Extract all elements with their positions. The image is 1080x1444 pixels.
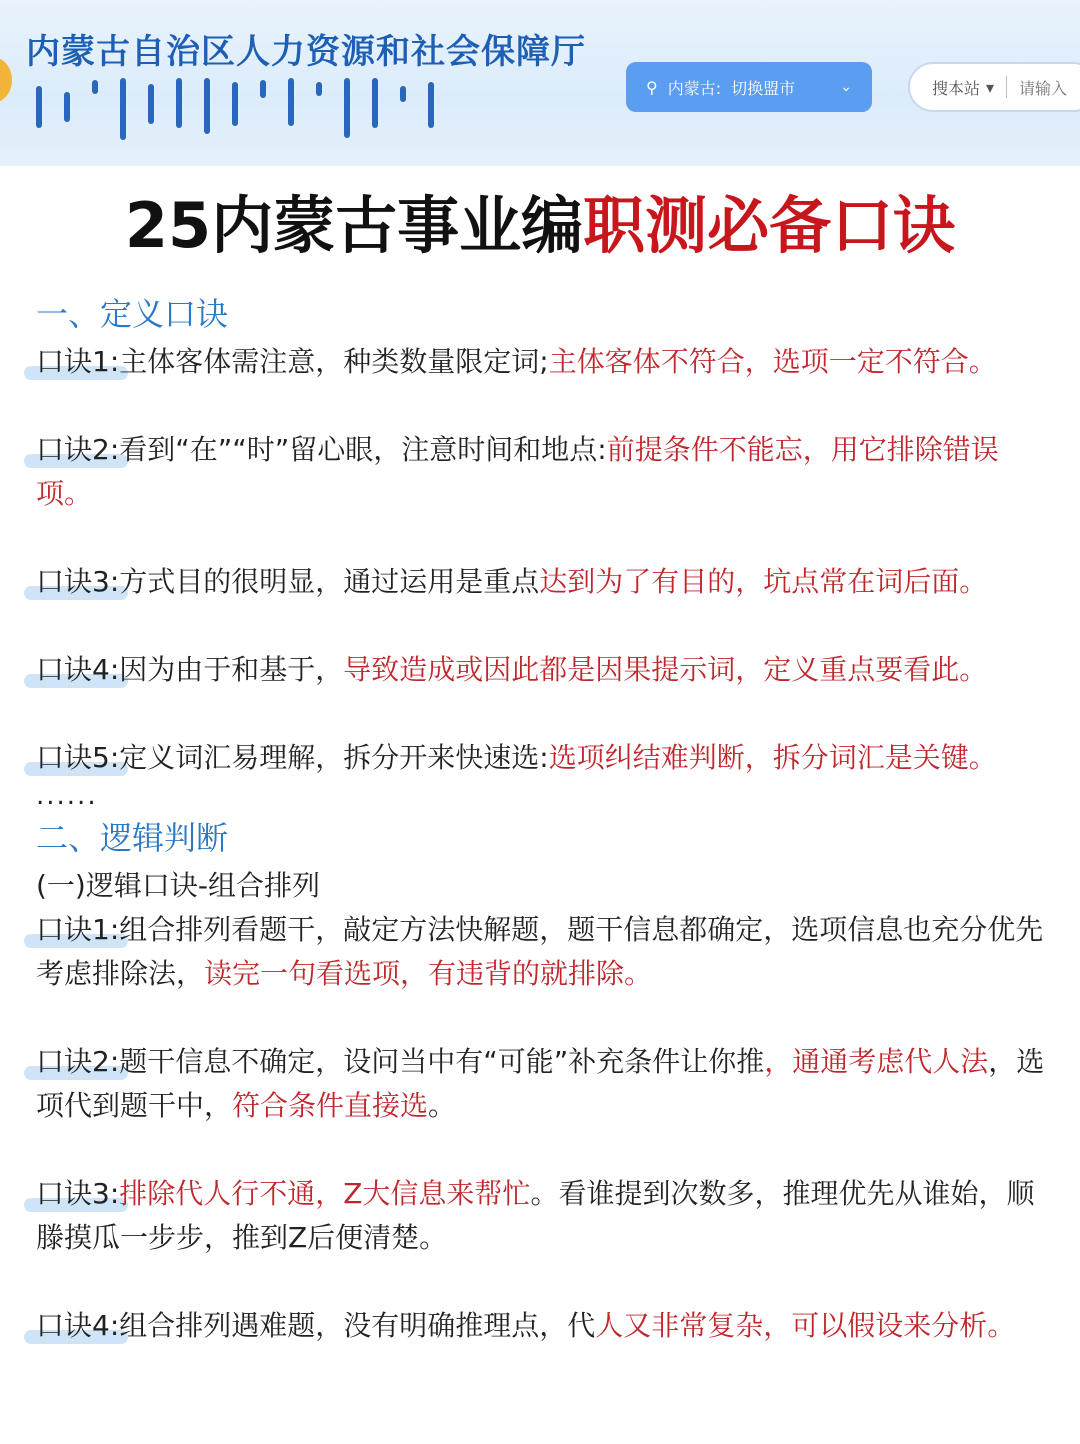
region-switch-button[interactable] [626, 62, 872, 112]
rhyme-item [36, 560, 1046, 604]
rhyme-item [36, 428, 1046, 516]
rhyme-text: 主体客体需注意，种类数量限定词; [119, 345, 549, 378]
rhyme-label: 口诀3: [36, 1177, 120, 1210]
search-scope-select[interactable]: 搜本站 [932, 78, 981, 98]
rhyme-label: 口诀5: [36, 741, 120, 774]
rhyme-label: 口诀2: [36, 1045, 120, 1078]
rhyme-label: 口诀1: [36, 913, 120, 946]
rhyme-label: 口诀2: [36, 433, 120, 466]
rhyme-item [36, 1172, 1046, 1260]
rhyme-text: 方式目的很明显，通过运用是重点 [119, 565, 540, 598]
rhyme-highlight: 人又非常复杂，可以假设来分析。 [595, 1309, 1016, 1342]
search-divider [1006, 76, 1007, 98]
chevron-down-icon: ⌄ [840, 79, 852, 95]
rhyme-highlight: 达到为了有目的，坑点常在词后面。 [539, 565, 988, 598]
org-name: 内蒙古自治区人力资源和社会保障厅 [26, 32, 586, 72]
rhyme-item [36, 736, 1046, 780]
region-label: 内蒙古: [667, 78, 722, 98]
rhyme-item [36, 908, 1046, 996]
page-title [0, 176, 1080, 265]
rhyme-label: 口诀4: [36, 1309, 120, 1342]
rhyme-text: 定义词汇易理解，拆分开来快速选: [119, 741, 549, 774]
rhyme-item [36, 648, 1046, 692]
rhyme-highlight: 前提条件不能忘，用它排除错误项。 [36, 433, 999, 510]
section-heading-definition: 一、定义口诀 [36, 295, 229, 333]
rhyme-highlight: 导致造成或因此都是因果提示词，定义重点要看此。 [343, 653, 988, 686]
rhyme-text: 题干信息不确定，设问当中有“可能”补充条件让你推 [119, 1045, 765, 1078]
rhyme-text: 因为由于和基于， [119, 653, 344, 686]
region-switch-label: 切换盟市 [731, 78, 796, 98]
rhyme-text: 组合排列遇难题，没有明确推理点，代 [119, 1309, 596, 1342]
site-search-box[interactable] [908, 62, 1080, 112]
article-content [36, 288, 1046, 1348]
rhyme-item [36, 1304, 1046, 1348]
title-black-part: 25内蒙古事业编 [124, 189, 584, 262]
site-header-banner [0, 0, 1080, 166]
rhyme-item [36, 340, 1046, 384]
rhyme-highlight: 符合条件直接选 [232, 1089, 429, 1122]
ellipsis: ...... [36, 781, 98, 811]
sub-heading: (一)逻辑口诀-组合排列 [36, 869, 320, 902]
section-heading-logic: 二、逻辑判断 [36, 819, 229, 857]
caret-down-icon: ▾ [986, 77, 995, 97]
rhyme-label: 口诀4: [36, 653, 120, 686]
rhyme-label: 口诀1: [36, 345, 120, 378]
rhyme-highlight: 主体客体不符合，选项一定不符合。 [548, 345, 997, 378]
rhyme-text: 。看谁提到次数多，推理优先从谁始，顺滕摸瓜一步步，推到Z后便清楚。 [36, 1177, 1035, 1254]
rhyme-highlight: 排除代人行不通，Z大信息来帮忙 [119, 1177, 531, 1210]
rhyme-text: 组合排列看题干，敲定方法快解题，题干信息都确定，选项信息也充分优先考虑排除法， [36, 913, 1044, 990]
sun-logo-icon [0, 58, 12, 102]
title-red-part: 职测必备口诀 [583, 189, 956, 262]
mongolian-script-logo [36, 78, 596, 150]
rhyme-text: 。 [428, 1089, 457, 1122]
user-location-icon: ⚲ [646, 77, 658, 97]
rhyme-highlight: 选项纠结难判断，拆分词汇是关键。 [548, 741, 997, 774]
rhyme-text: 看到“在”“时”留心眼，注意时间和地点: [119, 433, 607, 466]
rhyme-label: 口诀3: [36, 565, 120, 598]
search-input[interactable]: 请输入 [1019, 78, 1068, 98]
rhyme-item [36, 1040, 1046, 1128]
rhyme-text: ，选项代到题干中， [36, 1045, 1045, 1122]
rhyme-highlight: ，通通考虑代人法 [764, 1045, 989, 1078]
rhyme-highlight: 读完一句看选项，有违背的就排除。 [204, 957, 653, 990]
